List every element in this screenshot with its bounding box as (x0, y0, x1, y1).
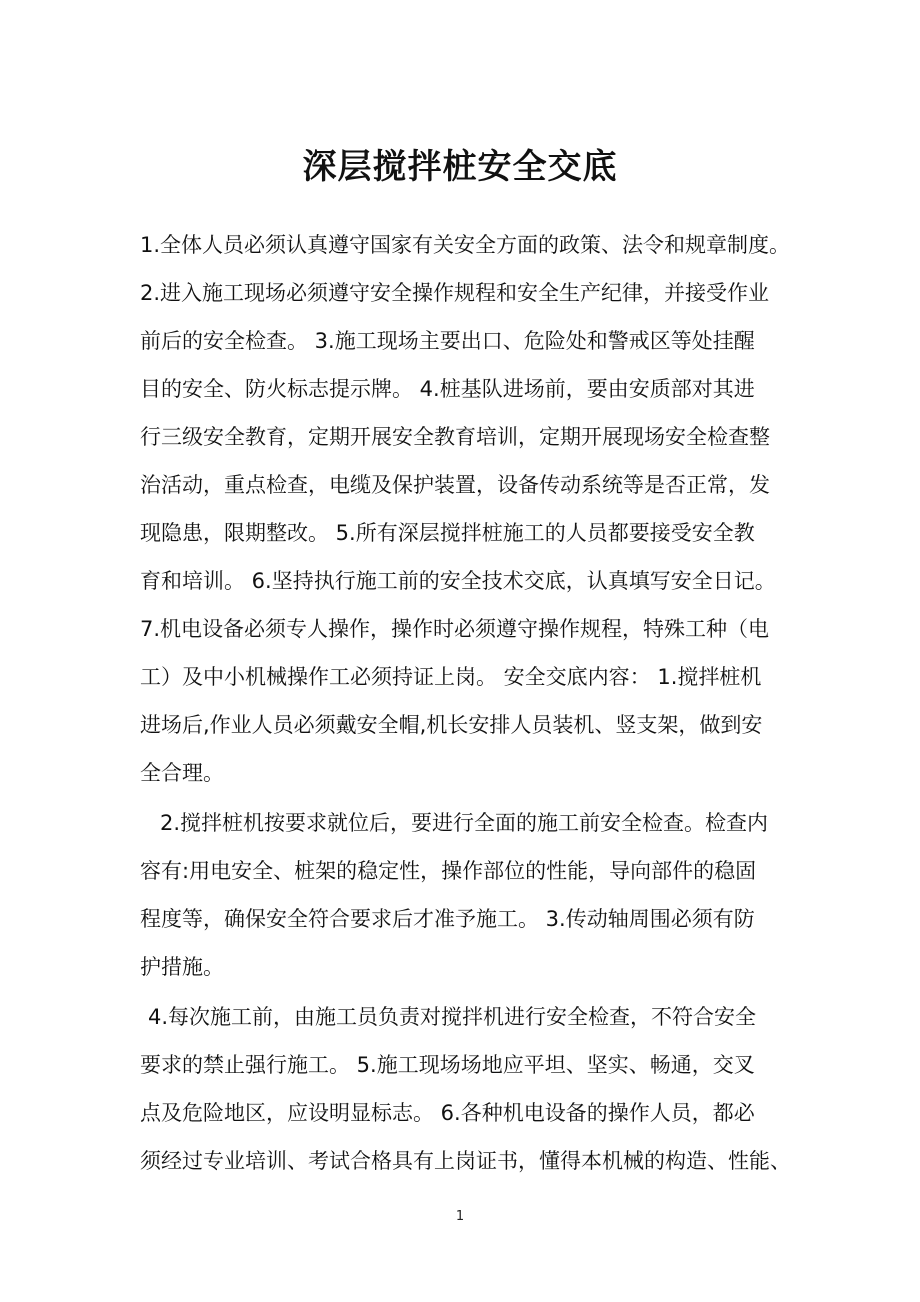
page-title: 深层搅拌桩安全交底 (302, 147, 618, 187)
body-text-line: 工）及中小机械操作工必须持证上岗。 安全交底内容： 1.搅拌桩机 (140, 665, 762, 689)
body-text-line: 2.进入施工现场必须遵守安全操作规程和安全生产纪律，并接受作业 (140, 281, 770, 305)
body-text-line: 点及危险地区，应设明显标志。 6.各种机电设备的操作人员，都必 (140, 1101, 755, 1125)
body-text-line: 行三级安全教育，定期开展安全教育培训，定期开展现场安全检查整 (140, 425, 770, 449)
body-text-line: 1.全体人员必须认真遵守国家有关安全方面的政策、法令和规章制度。 (140, 233, 791, 257)
page-number: 1 (455, 1209, 465, 1224)
body-text-line: 现隐患，限期整改。 5.所有深层搅拌桩施工的人员都要接受安全教 (140, 521, 755, 545)
body-text-line: 治活动，重点检查，电缆及保护装置，设备传动系统等是否正常，发 (140, 473, 770, 497)
body-text-line: 护措施。 (140, 955, 224, 979)
body-text-line: 目的安全、防火标志提示牌。 4.桩基队进场前，要由安质部对其进 (140, 377, 755, 401)
body-text-line: 进场后,作业人员必须戴安全帽,机长安排人员装机、竖支架，做到安 (140, 713, 763, 737)
body-text-line: 程度等，确保安全符合要求后才准予施工。 3.传动轴周围必须有防 (140, 907, 755, 931)
body-text-line: 须经过专业培训、考试合格具有上岗证书，懂得本机械的构造、性能、 (140, 1149, 791, 1173)
body-text-line: 7.机电设备必须专人操作，操作时必须遵守操作规程，特殊工种（电 (140, 617, 770, 641)
body-text-line: 4.每次施工前，由施工员负责对搅拌机进行安全检查，不符合安全 (148, 1005, 757, 1029)
body-text-line: 全合理。 (140, 761, 224, 785)
body-text-line: 育和培训。 6.坚持执行施工前的安全技术交底，认真填写安全日记。 (140, 569, 776, 593)
body-text-line: 容有:用电安全、桩架的稳定性，操作部位的性能，导向部件的稳固 (140, 859, 757, 883)
body-text-line: 前后的安全检查。 3.施工现场主要出口、危险处和警戒区等处挂醒 (140, 329, 755, 353)
body-text-line: 2.搅拌桩机按要求就位后，要进行全面的施工前安全检查。检查内 (160, 811, 769, 835)
body-text-line: 要求的禁止强行施工。 5.施工现场场地应平坦、坚实、畅通，交叉 (140, 1053, 755, 1077)
